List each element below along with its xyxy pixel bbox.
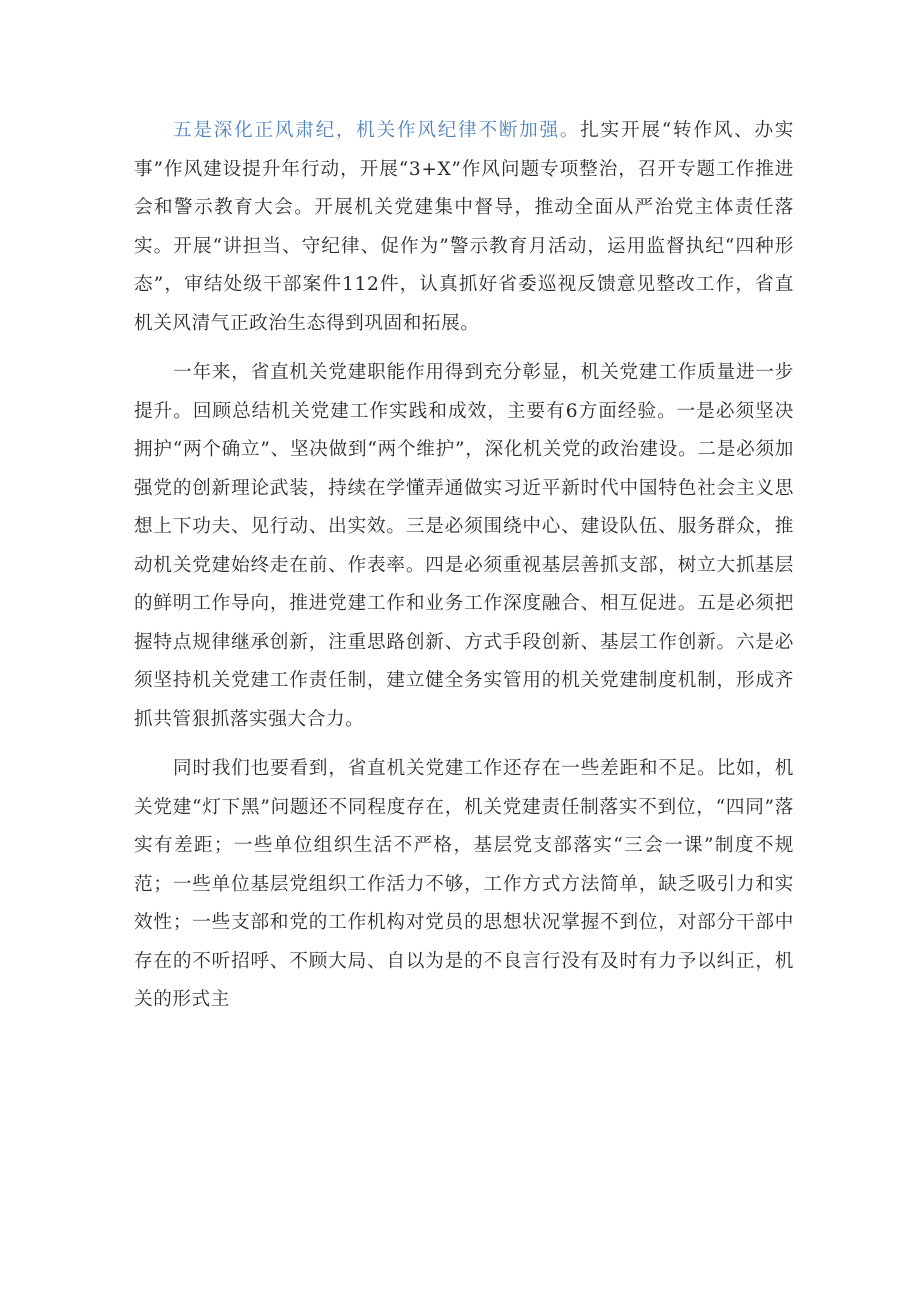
paragraph-text: 同时我们也要看到，省直机关党建工作还存在一些差距和不足。比如，机关党建“灯下黑”问题还不同程度存在，机关党建责任制落实不到位，“四同”落实有差距；一些单位组织生活不严格，基层党支部落实“三会一课”制度不规范；一些单位基层党组织工作活力不够，工作方式方法简单，缺乏吸引力和实效性；一些支部和党的工作机构对党员的思想状况掌握不到位，对部分干部中存在的不听招呼、不顾大局、自以为是的不良言行没有及时有力予以纠正，机关的形式主 bbox=[134, 758, 794, 1010]
paragraph-text: 一年来，省直机关党建职能作用得到充分彰显，机关党建工作质量进一步提升。回顾总结机关党建工作实践和成效，主要有6方面经验。一是必须坚决拥护“两个确立”、坚决做到“两个维护”，深化机关党的政治建设。二是必须加强党的创新理论武装，持续在学懂弄通做实习近平新时代中国特色社会主义思想上下功夫、见行动、出实效。三是必须围绕中心、建设队伍、服务群众，推动机关党建始终走在前、作表率。四是必须重视基层善抓支部，树立大抓基层的鲜明工作导向，推进党建工作和业务工作深度融合、相互促进。五是必须把握特点规律继承创新，注重思路创新、方式手段创新、基层工作创新。六是必须坚持机关党建工作责任制，建立健全务实管用的机关党建制度机制，形成齐抓共管狠抓落实强大合力。 bbox=[134, 362, 794, 730]
paragraph-text: 扎实开展“转作风、办实事”作风建设提升年行动，开展“3+X”作风问题专项整治，召开专题工作推进会和警示教育大会。开展机关党建集中督导，推动全面从严治党主体责任落实。开展“讲担当、守纪律、促作为”警示教育月活动，运用监督执纪“四种形态”，审结处级干部案件112件，认真抓好省委巡视反馈意见整改工作，省直机关风清气正政治生态得到巩固和拓展。 bbox=[134, 120, 794, 334]
paragraph-lead-heading: 五是深化正风肃纪，机关作风纪律不断加强。 bbox=[173, 120, 581, 141]
paragraph-discipline bbox=[134, 112, 794, 343]
paragraph-shortcomings bbox=[134, 750, 794, 1020]
paragraph-experience bbox=[134, 354, 794, 739]
document-body bbox=[134, 112, 794, 1020]
